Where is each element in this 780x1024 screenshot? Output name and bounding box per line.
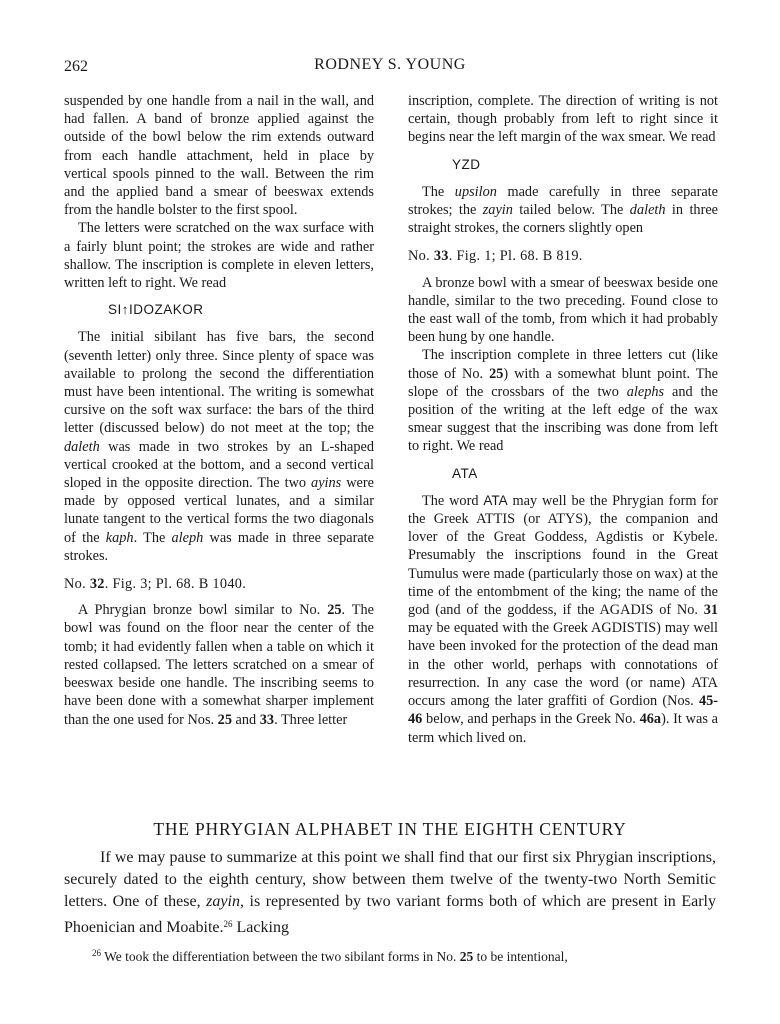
paragraph: The upsilon made carefully in three separate strokes; the zayin tailed below. The daleth in three straight strokes, the corners slightly open: [408, 183, 719, 237]
footnote-mark: 26: [92, 948, 101, 958]
entry-heading-32: No. 32. Fig. 3; Pl. 68. B 1040.: [64, 576, 247, 593]
right-column: [408, 92, 718, 747]
paragraph: The letters were scratched on the wax surface with a fairly blunt point; the strokes are wide and rather shallow. The inscription is complete in eleven letters, written left to right. We read: [64, 220, 374, 292]
paragraph: A Phrygian bronze bowl similar to No. 25. The bowl was found on the floor near the center of the tomb; it had evidently fallen when a table on which it rested collapsed. The letters scratched on a smear of beeswax beside one handle. The inscribing seems to have been done with a somewhat sharper implement than the one used for Nos. 25 and 33. Three letter: [64, 602, 374, 728]
paragraph: A bronze bowl with a smear of beeswax beside one handle, similar to the two preceding. Found close to the east wall of the tomb, from which it had probably been hung by one handle.: [408, 274, 718, 346]
paragraph: The initial sibilant has five bars, the second (seventh letter) only three. Since plenty of space was available to prolong the second the differentiation must have been intentional. The writing is somewhat cursive on the soft wax surface: the bars of the third letter (discussed below) do not meet at the top; the daleth was made in two strokes by an L-shaped vertical crooked at the bottom, and a second vertical sloped in the opposite direction. The two ayins were made by opposed vertical lunates, and a similar lunate tangent to the vertical forms the two diagonals of the kaph. The aleph was made in three separate strokes.: [64, 329, 375, 564]
summary-paragraph: If we may pause to summarize at this point we shall find that our first six Phrygian inscriptions, securely dated to the eighth century, show between them twelve of the twenty-two North Semitic letters. One of these, zayin, is represented by two variant forms both of which are present in Early Phoenician and Moabite.$^{26}$ Lacking: [64, 849, 717, 936]
page-number: 262: [64, 58, 88, 75]
footnote: $^{26}$ We took the differentiation between the two sibilant forms in No. 25 to be intentional,: [92, 948, 568, 964]
paragraph: The word ATA may well be the Phrygian form for the Greek ATTIS (or ATYS), the companion and lover of the Great Goddess, Agdistis or Kybele. Presumably the inscriptions found in the Great Tumulus were made (particularly those on wax) at the time of the entombment of the king; the name of the god (and of the goddess, if the AGADIS of No. 31 may be equated with the Greek AGDISTIS) may well have been invoked for the protection of the dead man in the other world, perhaps with connotations of resurrection. In any case the word (or name) ATA occurs among the later graffiti of Gordion (Nos. 45-46 below, and perhaps in the Greek No. 46a). It was a term which lived on.: [408, 492, 719, 746]
section-title: THE PHRYGIAN ALPHABET IN THE EIGHTH CENTURY: [153, 819, 627, 839]
paragraph: The inscription complete in three letters cut (like those of No. 25) with a somewhat blunt point. The slope of the crossbars of the two alephs and the position of the writing at the left edge of the wax smear suggest that the inscribing was done from left to right. We read: [408, 347, 719, 455]
inscription-reading: SI↑IDOZAKOR: [108, 302, 204, 318]
left-column: [64, 92, 374, 729]
entry-heading-33: No. 33. Fig. 1; Pl. 68. B 819.: [408, 248, 583, 265]
paragraph: inscription, complete. The direction of writing is not certain, though probably from left to right since it begins near the left margin of the wax smear. We read: [408, 93, 718, 146]
inscription-reading: ATA: [452, 465, 478, 481]
paragraph: suspended by one handle from a nail in the wall, and had fallen. A band of bronze applied against the outside of the bowl below the rim extends outward from each handle attachment, held in place by vertical spools pinned to the wall. Between the rim and the applied band a smear of beeswax extends from the handle bolster to the first spool.: [64, 93, 374, 219]
footnote-ref: 26: [223, 919, 233, 929]
inscription-reading: YZD: [452, 156, 481, 172]
running-title: RODNEY S. YOUNG: [314, 56, 466, 73]
